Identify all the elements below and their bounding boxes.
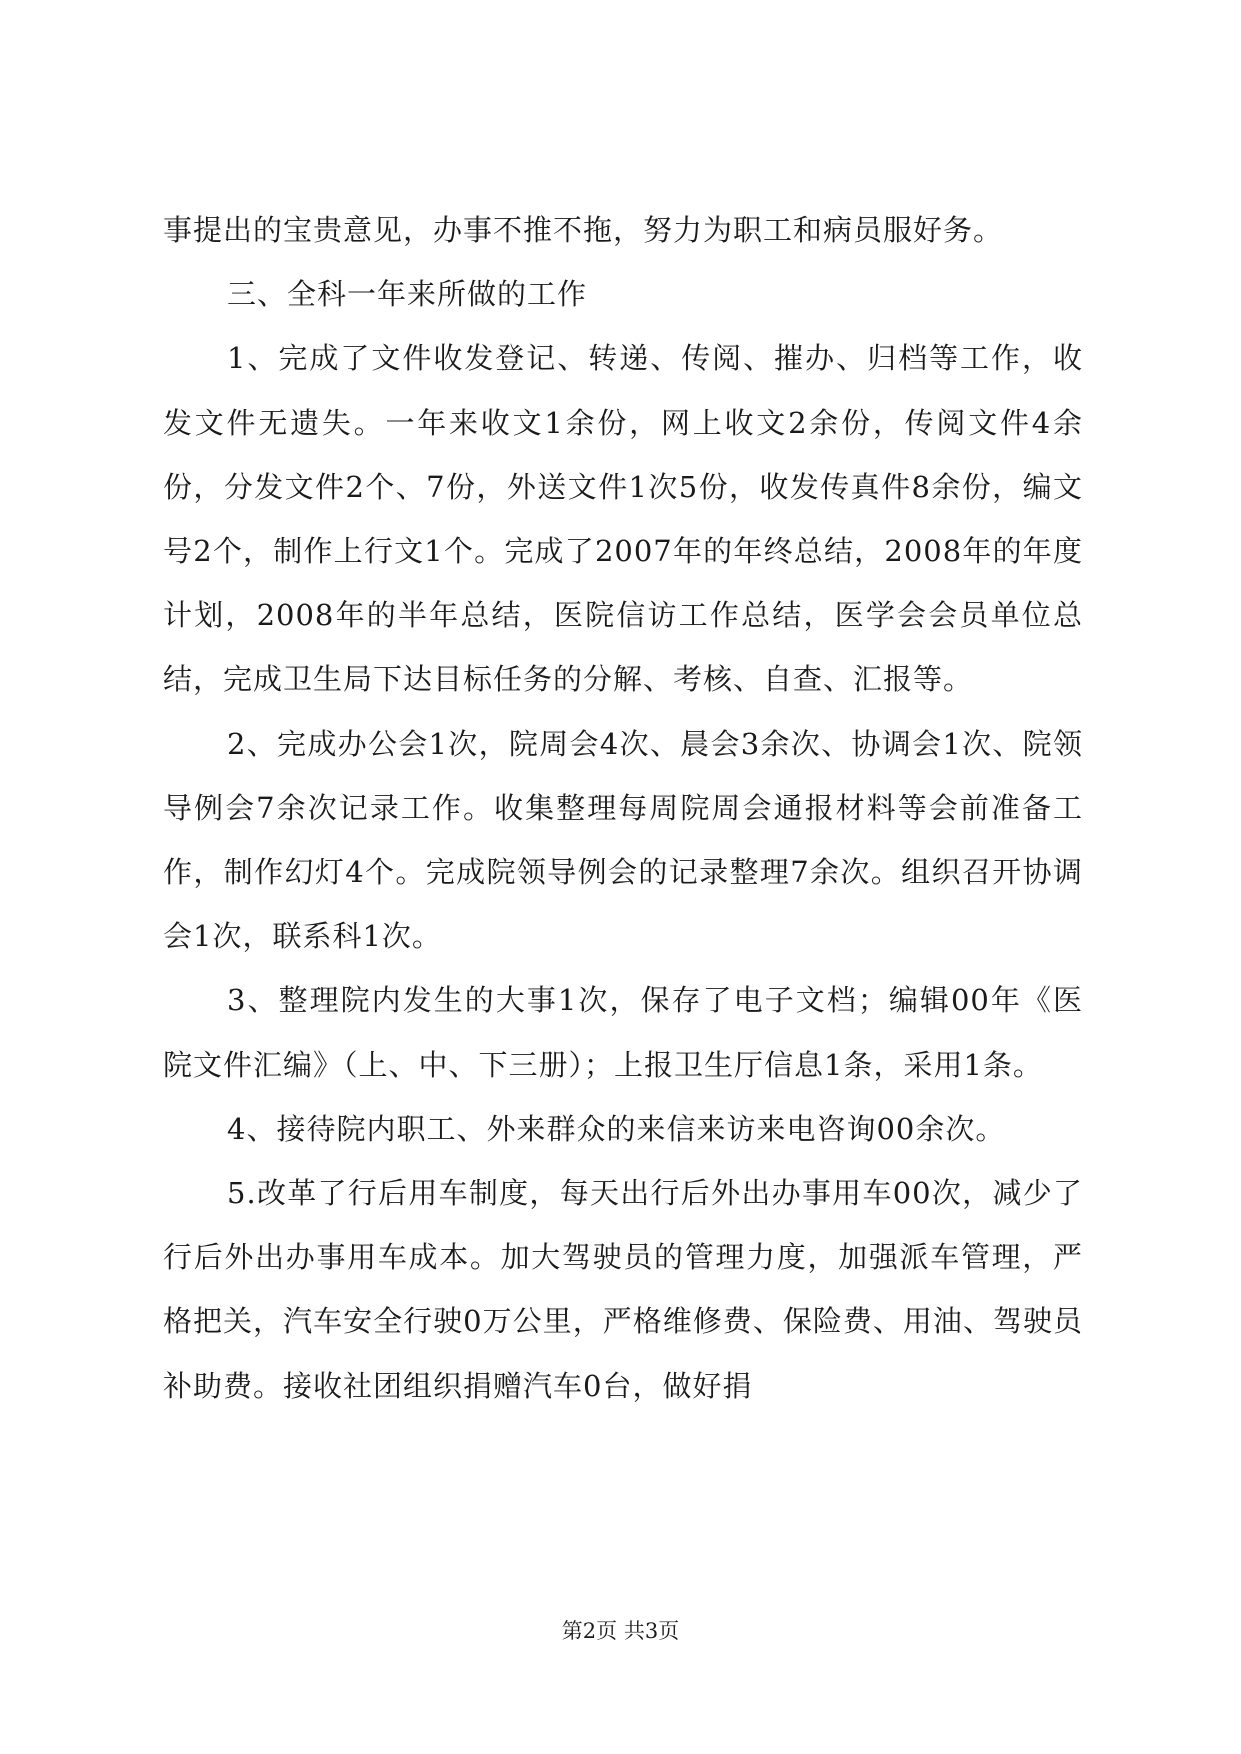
paragraph-item-5: 5.改革了行后用车制度，每天出行后外出办事用车00次，减少了行后外出办事用车成本。加大驾驶员的管理力度，加强派车管理，严格把关，汽车安全行驶0万公里，严格维修费、保险费、用油、驾驶员补助费。接收社团组织捐赠汽车0台，做好捐	[163, 1176, 1083, 1403]
page-number-footer: 第2页 共3页	[561, 1619, 680, 1643]
paragraph-item-1: 1、完成了文件收发登记、转递、传阅、摧办、归档等工作，收发文件无遗失。一年来收文1余份，网上收文2余份，传阅文件4余份，分发文件2个、7份，外送文件1次5份，收发传真件8余份，编文号2个，制作上行文1个。完成了2007年的年终总结，2008年的年度计划，2008年的半年总结，医院信访工作总结，医学会会员单位总结，完成卫生局下达目标任务的分解、考核、自查、汇报等。	[163, 341, 1083, 697]
section-heading: 三、全科一年来所做的工作	[227, 277, 588, 312]
paragraph-continuation: 事提出的宝贵意见，办事不推不拖，努力为职工和病员服好务。	[163, 213, 1004, 247]
document-body	[163, 198, 1083, 1418]
paragraph-item-3: 3、整理院内发生的大事1次，保存了电子文档；编辑00年《医院文件汇编》（上、中、下三册）；上报卫生厅信息1条，采用1条。	[163, 983, 1083, 1082]
paragraph-item-2: 2、完成办公会1次，院周会4次、晨会3余次、协调会1次、院领导例会7余次记录工作。收集整理每周院周会通报材料等会前准备工作，制作幻灯4个。完成院领导例会的记录整理7余次。组织召开协调会1次，联系科1次。	[163, 726, 1083, 954]
paragraph-item-4: 4、接待院内职工、外来群众的来信来访来电咨询00余次。	[227, 1111, 1006, 1146]
